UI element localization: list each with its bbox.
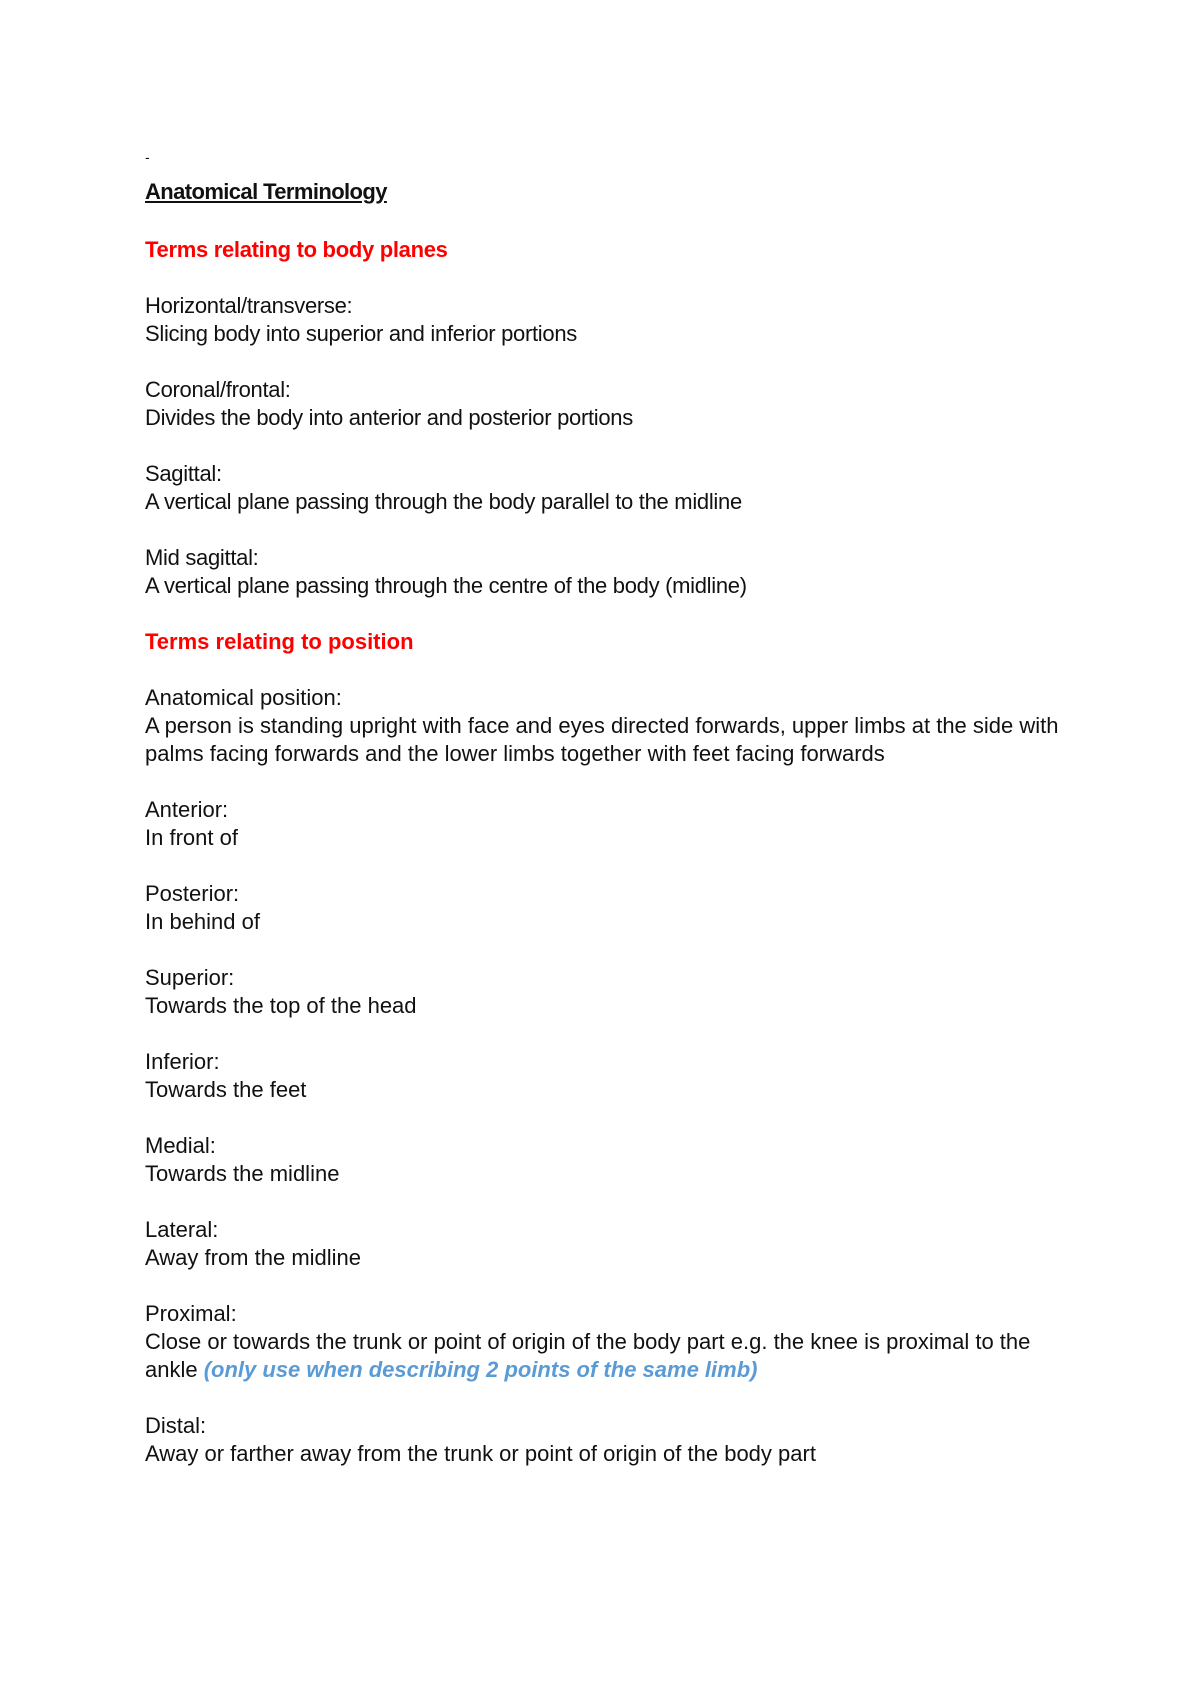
- term-list: [145, 292, 1065, 600]
- section-heading: Terms relating to position: [145, 629, 414, 654]
- document-title: Anatomical Terminology: [145, 179, 387, 204]
- term-label: Lateral:: [145, 1217, 219, 1242]
- term-label: Anatomical position:: [145, 685, 342, 710]
- section-heading: Terms relating to body planes: [145, 237, 448, 262]
- term-label: Horizontal/transverse:: [145, 293, 353, 318]
- term-label: Proximal:: [145, 1301, 237, 1326]
- term-label: Posterior:: [145, 881, 240, 906]
- term-definition: A vertical plane passing through the body parallel to the midline: [145, 489, 742, 514]
- term-item: [145, 964, 1065, 1020]
- term-item: [145, 880, 1065, 936]
- term-definition: In front of: [145, 825, 238, 850]
- term-item: [145, 460, 1065, 516]
- term-definition: In behind of: [145, 909, 260, 934]
- term-definition: Towards the feet: [145, 1077, 307, 1102]
- term-item: [145, 544, 1065, 600]
- term-item: [145, 1300, 1065, 1384]
- term-item: [145, 684, 1065, 768]
- term-item: [145, 796, 1065, 852]
- term-item: [145, 1132, 1065, 1188]
- term-label: Anterior:: [145, 797, 229, 822]
- term-definition: Away or farther away from the trunk or point of origin of the body part: [145, 1441, 816, 1466]
- term-item: [145, 1216, 1065, 1272]
- term-label: Coronal/frontal:: [145, 377, 291, 402]
- term-label: Sagittal:: [145, 461, 222, 486]
- term-definition: Divides the body into anterior and posterior portions: [145, 405, 633, 430]
- term-label: Inferior:: [145, 1049, 220, 1074]
- term-definition-text: Close or towards the trunk or point of origin of the body part e.g. the knee is proximal to the ankle: [145, 1329, 1031, 1382]
- term-definition: Towards the top of the head: [145, 993, 417, 1018]
- term-label: Mid sagittal:: [145, 545, 259, 570]
- term-list: [145, 684, 1065, 1468]
- term-definition: [145, 1328, 1065, 1384]
- term-item: [145, 376, 1065, 432]
- term-definition: Slicing body into superior and inferior portions: [145, 321, 577, 346]
- term-label: Medial:: [145, 1133, 216, 1158]
- section-position: [145, 628, 1065, 1468]
- term-label: Distal:: [145, 1413, 207, 1438]
- term-item: [145, 1048, 1065, 1104]
- term-definition: Away from the midline: [145, 1245, 362, 1270]
- section-body-planes: [145, 236, 1065, 600]
- term-label: Superior:: [145, 965, 235, 990]
- term-definition: A person is standing upright with face and eyes directed forwards, upper limbs at the side with palms facing forwards and the lower limbs together with feet facing forwards: [145, 713, 1059, 766]
- term-item: [145, 1412, 1065, 1468]
- term-item: [145, 292, 1065, 348]
- term-definition: A vertical plane passing through the centre of the body (midline): [145, 573, 747, 598]
- term-definition: Towards the midline: [145, 1161, 340, 1186]
- usage-note: (only use when describing 2 points of the same limb): [203, 1357, 758, 1382]
- leading-dash: -: [145, 149, 150, 165]
